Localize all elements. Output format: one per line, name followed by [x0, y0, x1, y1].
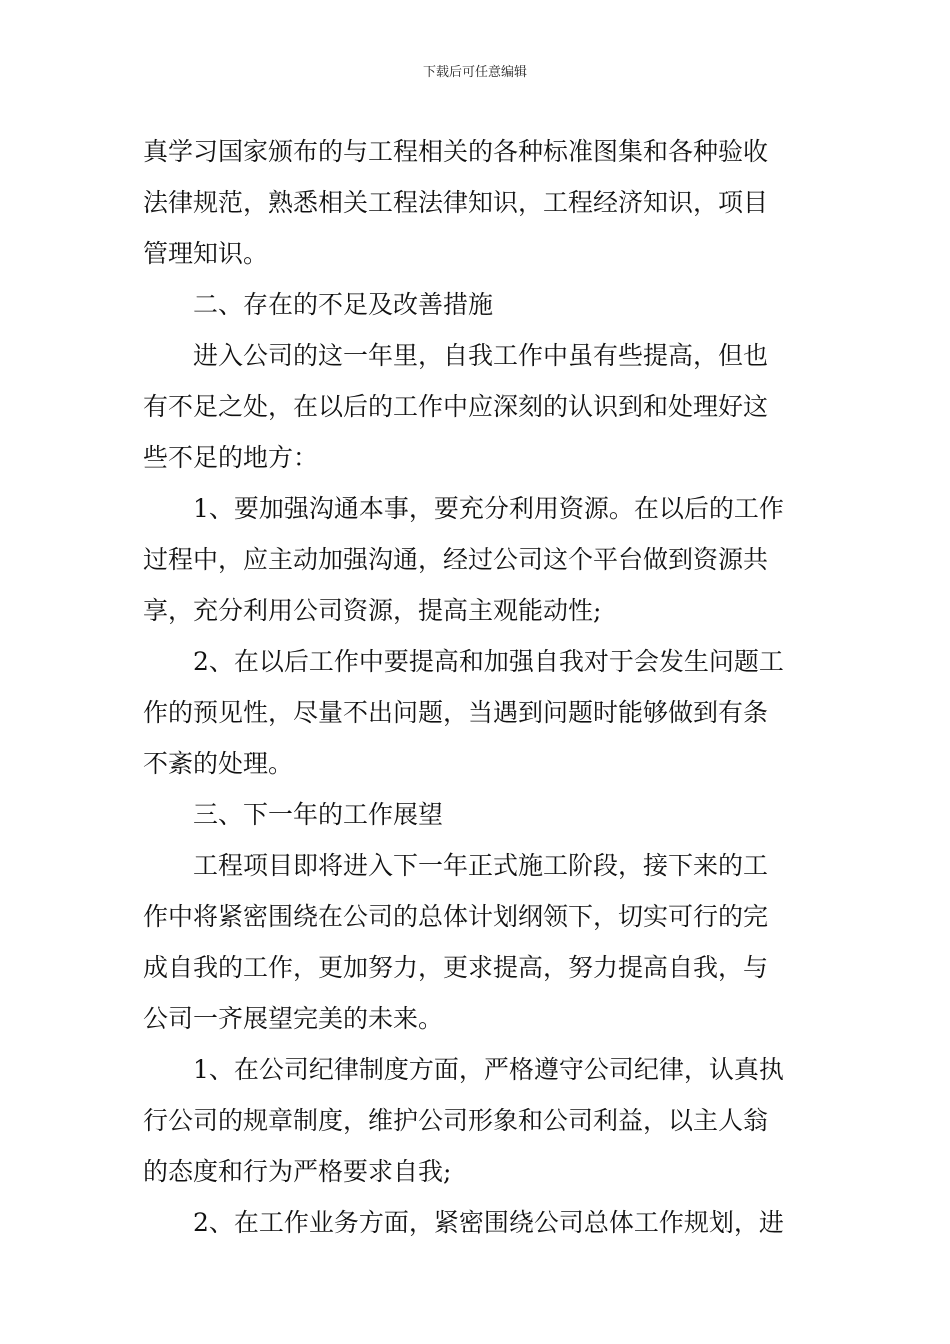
section-heading: 三、下一年的工作展望 — [193, 800, 444, 829]
text-line: 些不足的地方： — [143, 443, 319, 472]
list-item-line: 1、要加强沟通本事，要充分利用资源。在以后的工作 — [193, 494, 784, 523]
text-line: 真学习国家颁布的与工程相关的各种标准图集和各种验收 — [143, 137, 769, 166]
section-heading: 二、存在的不足及改善措施 — [193, 290, 494, 319]
list-item-line: 2、在工作业务方面，紧密围绕公司总体工作规划，进 — [193, 1208, 784, 1237]
text-line: 过程中，应主动加强沟通，经过公司这个平台做到资源共 — [143, 545, 769, 574]
list-item-line: 1、在公司纪律制度方面，严格遵守公司纪律，认真执 — [193, 1055, 784, 1084]
text-line: 作的预见性，尽量不出问题，当遇到问题时能够做到有条 — [143, 698, 769, 727]
document-body — [143, 126, 807, 1248]
list-item-line: 2、在以后工作中要提高和加强自我对于会发生问题工 — [193, 647, 784, 676]
text-line: 作中将紧密围绕在公司的总体计划纲领下，切实可行的完 — [143, 902, 769, 931]
page-header: 下载后可任意编辑 — [422, 65, 527, 80]
text-line: 管理知识。 — [143, 239, 269, 268]
text-line: 公司一齐展望完美的未来。 — [143, 1004, 444, 1033]
text-line: 成自我的工作，更加努力，更求提高，努力提高自我，与 — [143, 953, 769, 982]
text-line: 进入公司的这一年里，自我工作中虽有些提高，但也 — [193, 341, 769, 370]
text-line: 行公司的规章制度，维护公司形象和公司利益，以主人翁 — [143, 1106, 769, 1135]
text-line: 有不足之处，在以后的工作中应深刻的认识到和处理好这 — [143, 392, 769, 421]
text-line: 享，充分利用公司资源，提高主观能动性; — [143, 596, 602, 625]
text-line: 工程项目即将进入下一年正式施工阶段，接下来的工 — [193, 851, 769, 880]
text-line: 法律规范，熟悉相关工程法律知识，工程经济知识，项目 — [143, 188, 769, 217]
text-line: 的态度和行为严格要求自我; — [143, 1157, 452, 1186]
text-line: 不紊的处理。 — [143, 749, 294, 778]
